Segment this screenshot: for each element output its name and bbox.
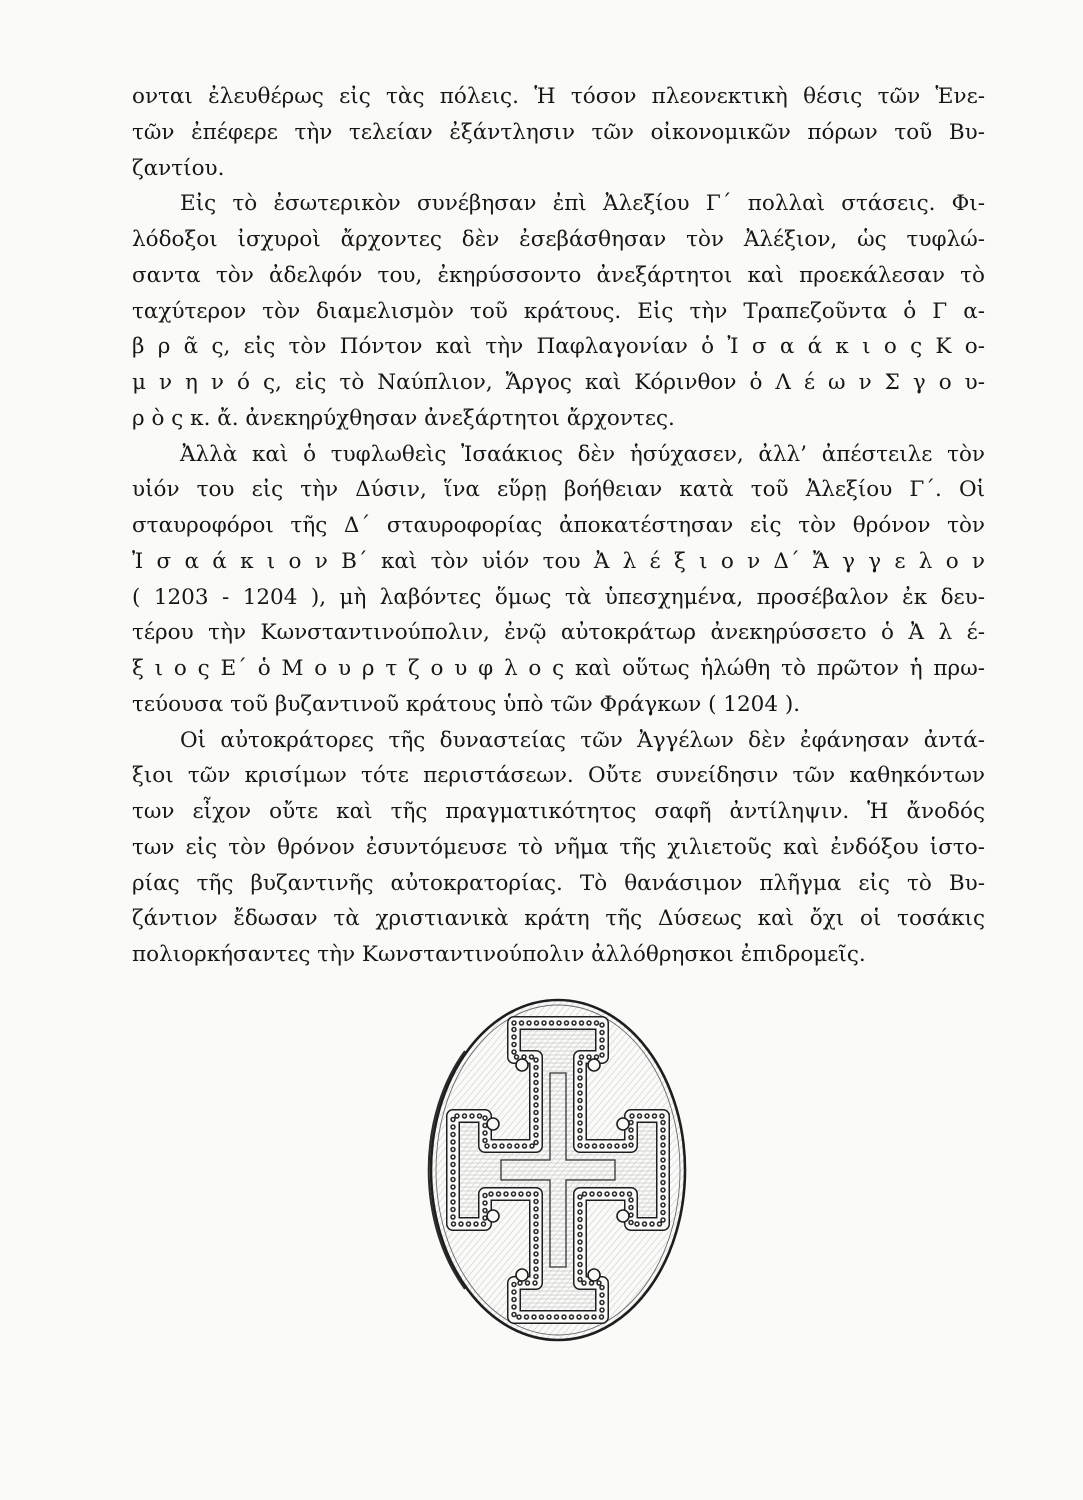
text-line: σαντα τὸν ἀδελφόν του, ἐκηρύσσοντο ἀνεξάρτητοι καὶ προεκάλεσαν τὸ (132, 262, 985, 288)
text-line: ζάντιον ἔδωσαν τὰ χριστιανικὰ κράτη τῆς Δύσεως καὶ ὄχι οἱ τοσάκις (132, 906, 985, 932)
text-line: Εἰς τὸ ἐσωτερικὸν συνέβησαν ἐπὶ Ἀλεξίου Γ΄ πολλαὶ στάσεις. Φι- (180, 191, 985, 217)
text-line: Ἰ σ α ά κ ι ο ν Β΄ καὶ τὸν υἱόν του Ἀ λ έ ξ ι ο ν Δ΄ Ἄ γ γ ε λ ο ν (132, 548, 985, 574)
cross-curl (588, 1269, 600, 1281)
cross-curl (487, 1210, 499, 1222)
text-line: Ἀλλὰ καὶ ὁ τυφλωθεὶς Ἰσαάκιος δὲν ἡσύχασεν, ἀλλ’ ἀπέστειλε τὸν (180, 441, 985, 467)
text-line: ξ ι ο ς Ε΄ ὁ Μ ο υ ρ τ ζ ο υ φ λ ο ς καὶ οὕτως ἡλώθη τὸ πρῶτον ἡ πρω- (132, 656, 985, 681)
text-line: ονται ἐλευθέρως εἰς τὰς πόλεις. Ἡ τόσον πλεονεκτικὴ θέσις τῶν Ἑνε- (132, 84, 985, 109)
text-line: τέρου τὴν Κωνσταντινούπολιν, ἐνῷ αὐτοκράτωρ ἀνεκηρύσσετο ὁ Ἀ λ έ- (132, 620, 985, 646)
text-line: τῶν ἐπέφερε τὴν τελείαν ἐξάντλησιν τῶν οἰκονομικῶν πόρων τοῦ Βυ- (132, 119, 985, 145)
text-line: τεύουσα τοῦ βυζαντινοῦ κράτους ὑπὸ τῶν Φράγκων ( 1204 ). (132, 691, 801, 717)
text-line: ( 1203 - 1204 ), μὴ λαβόντες ὅμως τὰ ὑπεσχημένα, προσέβαλον ἐκ δευ- (132, 584, 985, 610)
cross-seal-icon (425, 993, 691, 1347)
paragraph-4 (132, 723, 985, 973)
text-line: των εἰς τὸν θρόνον ἐσυντόμευσε τὸ νῆμα τῆς χιλιετοῦς καὶ ἐνδόξου ἱστο- (132, 834, 985, 860)
body-text (132, 79, 985, 973)
cross-curl (516, 1059, 528, 1071)
text-line: ζαντίου. (132, 155, 225, 181)
paragraph-2 (132, 186, 985, 436)
text-line: υἱόν του εἰς τὴν Δύσιν, ἵνα εὕρῃ βοήθειαν κατὰ τοῦ Ἀλεξίου Γ΄. Οἱ (132, 477, 985, 503)
text-line: ρίας τῆς βυζαντινῆς αὐτοκρατορίας. Τὸ θανάσιμον πλῆγμα εἰς τὸ Βυ- (132, 870, 985, 896)
text-line: Οἱ αὐτοκράτορες τῆς δυναστείας τῶν Ἀγγέλων δὲν ἐφάνησαν ἀντά- (180, 727, 985, 753)
text-line: β ρ ᾶ ς, εἰς τὸν Πόντον καὶ τὴν Παφλαγονίαν ὁ Ἰ σ α ά κ ι ο ς Κ ο- (132, 334, 985, 360)
paragraph-1 (132, 79, 985, 186)
text-line: των εἶχον οὔτε καὶ τῆς πραγματικότητος σαφῆ ἀντίληψιν. Ἡ ἄνοδός (132, 799, 985, 824)
cross-curl (617, 1118, 629, 1130)
paragraph-3 (132, 437, 985, 723)
cross-curl (617, 1210, 629, 1222)
cross-curl (588, 1059, 600, 1071)
text-line: ξιοι τῶν κρισίμων τότε περιστάσεων. Οὔτε συνείδησιν τῶν καθηκόντων (132, 763, 985, 789)
text-line: πολιορκήσαντες τὴν Κωνσταντινούπολιν ἀλλόθρησκοι ἐπιδρομεῖς. (132, 942, 866, 967)
text-line: ταχύτερον τὸν διαμελισμὸν τοῦ κράτους. Εἰς τὴν Τραπεζοῦντα ὁ Γ α- (132, 298, 985, 324)
text-line: μ ν η ν ό ς, εἰς τὸ Ναύπλιον, Ἄργος καὶ Κόρινθον ὁ Λ έ ω ν Σ γ ο υ- (132, 370, 985, 395)
cross-curl (516, 1269, 528, 1281)
text-line: λόδοξοι ἰσχυροὶ ἄρχοντες δὲν ἐσεβάσθησαν τὸν Ἀλέξιον, ὡς τυφλώ- (132, 227, 985, 252)
cross-curl (487, 1118, 499, 1130)
text-line: σταυροφόροι τῆς Δ΄ σταυροφορίας ἀποκατέστησαν εἰς τὸν θρόνον τὸν (132, 513, 985, 538)
text-line: ρ ὸ ς κ. ἄ. ἀνεκηρύχθησαν ἀνεξάρτητοι ἄρχοντες. (132, 405, 675, 431)
